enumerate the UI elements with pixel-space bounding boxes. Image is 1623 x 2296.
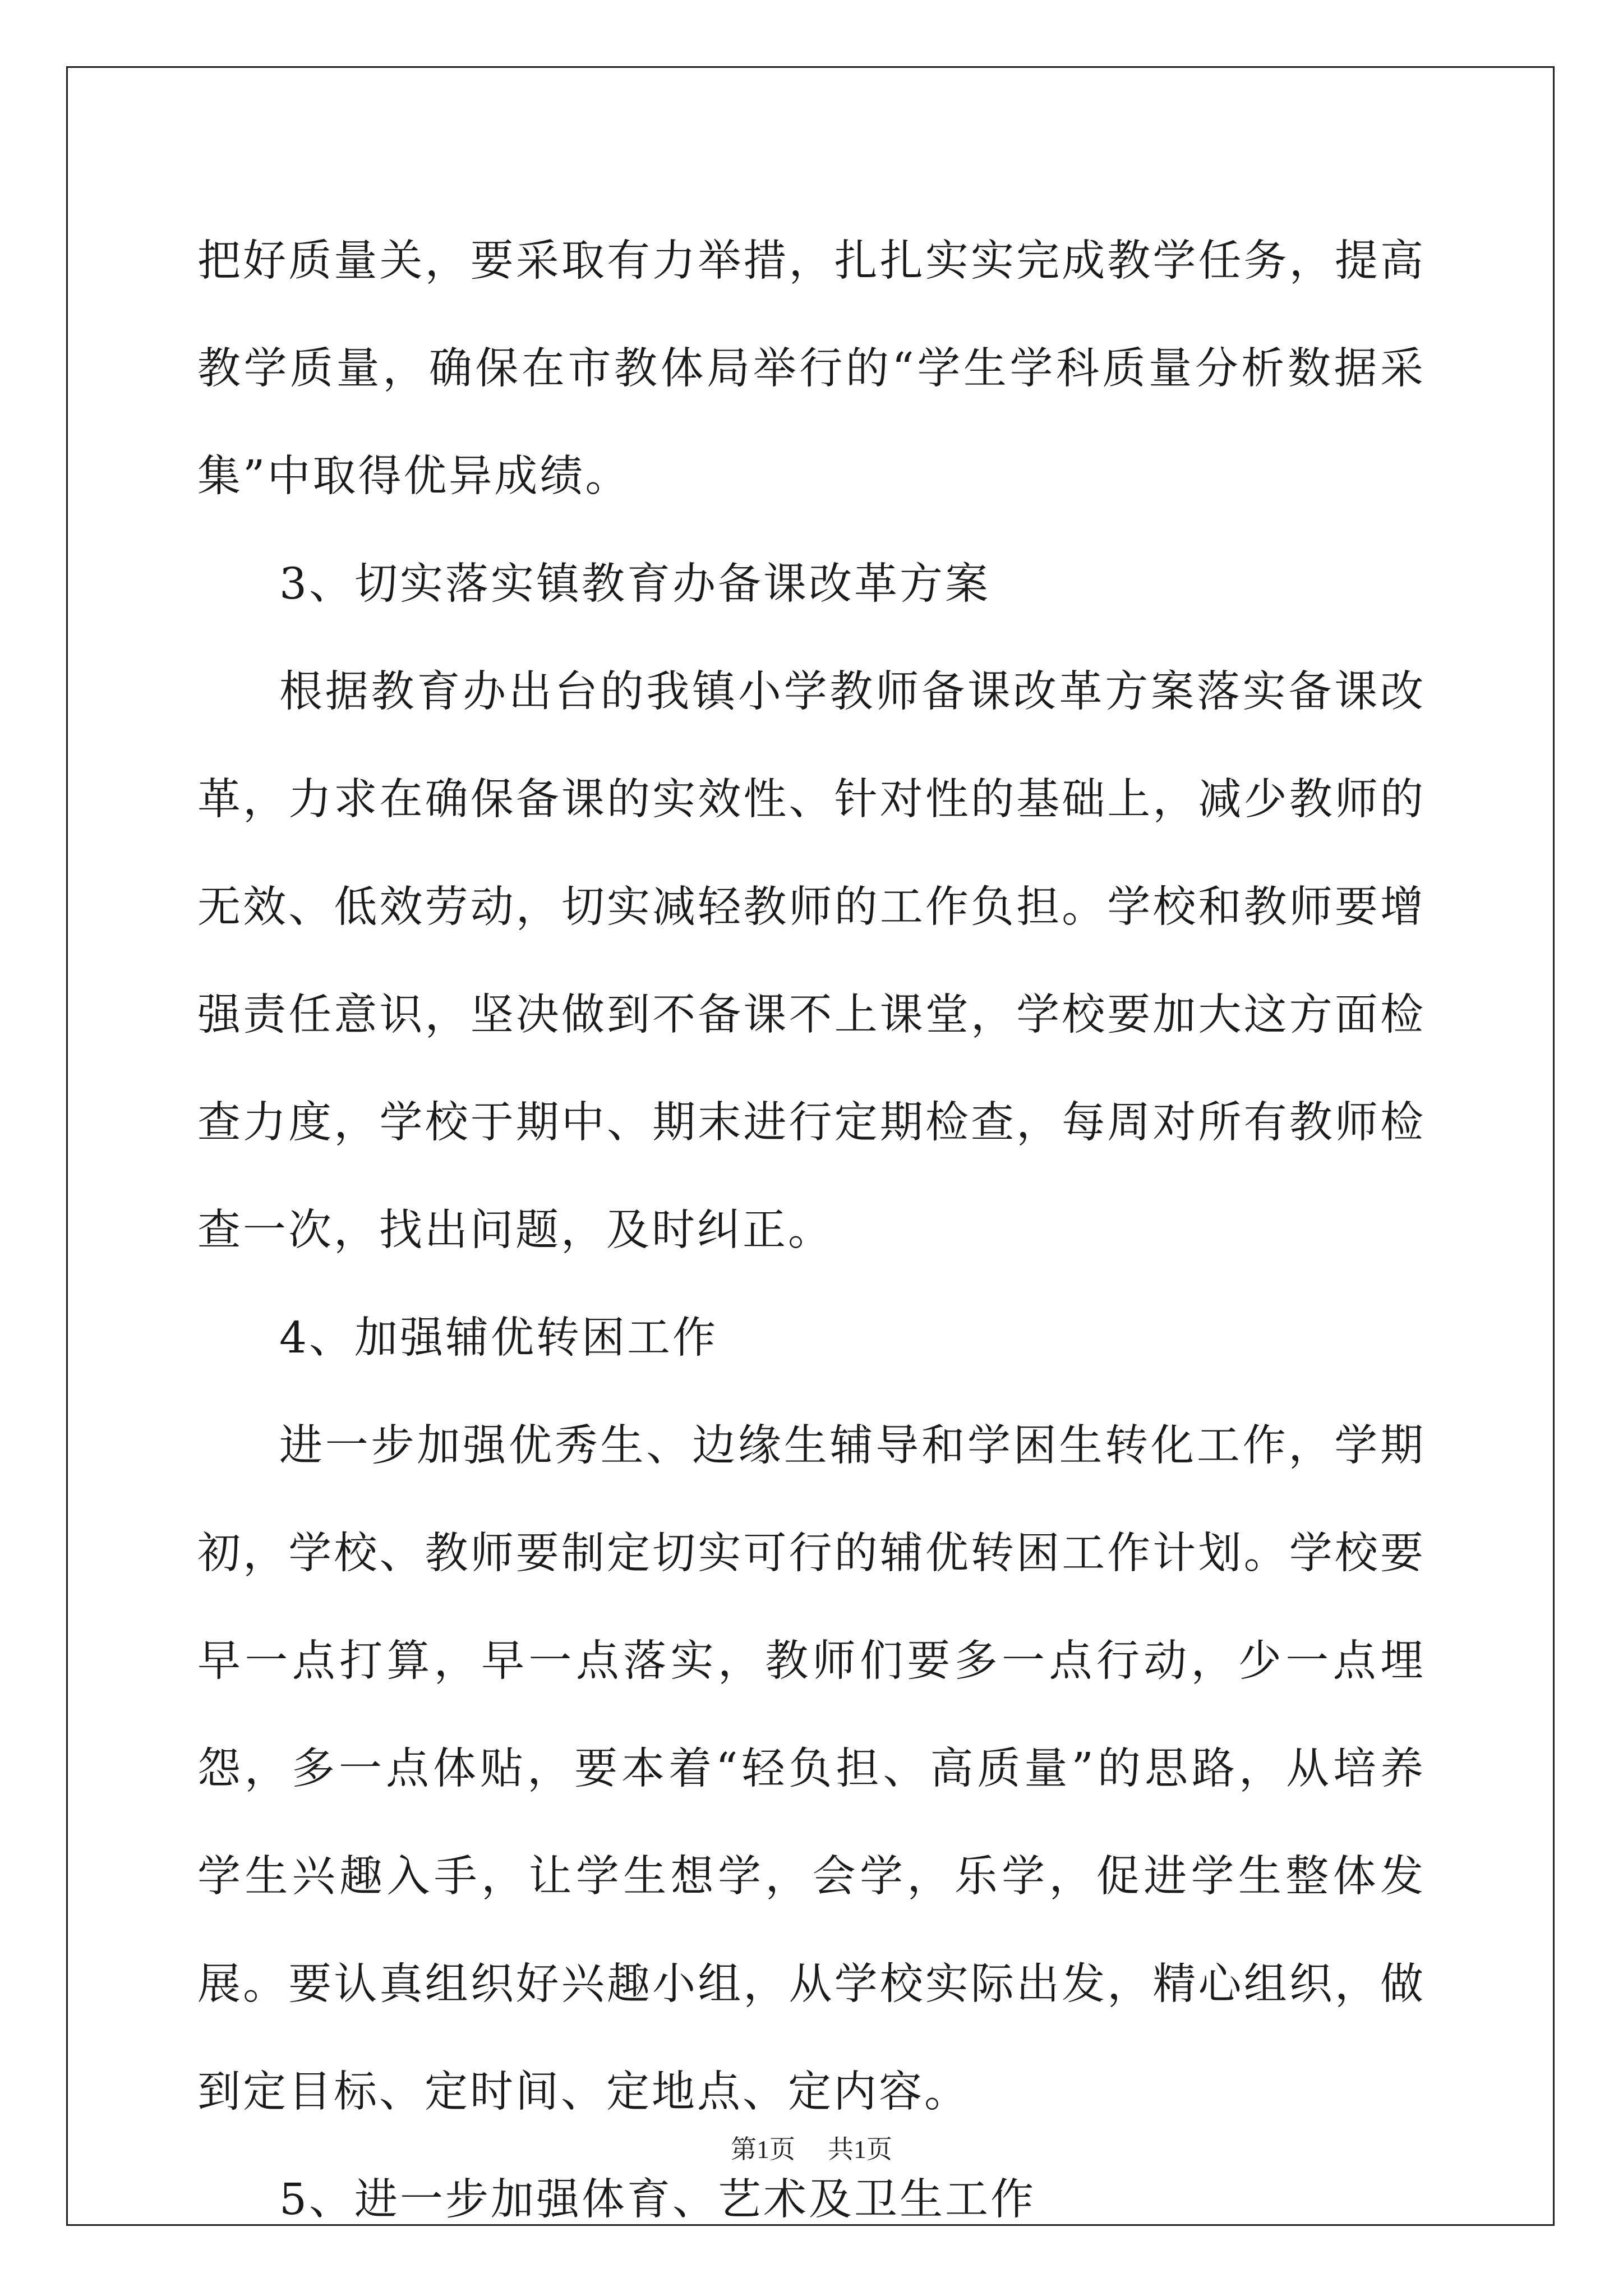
- page-number: 第1页: [731, 2135, 795, 2164]
- section-heading-5: 5、进一步加强体育、艺术及卫生工作: [279, 2175, 1036, 2225]
- section-heading-4: 4、加强辅优转困工作: [279, 1313, 718, 1363]
- page-footer: [0, 2129, 1623, 2166]
- section-heading-3: 3、切实落实镇教育办备课改革方案: [279, 559, 990, 609]
- paragraph-continuation: 把好质量关，要采取有力举措，扎扎实实完成教学任务，提高教学质量，确保在市教体局举行的“学生学科质量分析数据采集”中取得优异成绩。: [197, 236, 1426, 501]
- document-body: [197, 208, 1426, 2254]
- paragraph-tutoring-work: 进一步加强优秀生、边缘生辅导和学困生转化工作，学期初，学校、教师要制定切实可行的辅优转困工作计划。学校要早一点打算，早一点落实，教师们要多一点行动，少一点埋怨，多一点体贴，要本着“轻负担、高质量”的思路，从培养学生兴趣入手，让学生想学，会学，乐学，促进学生整体发展。要认真组织好兴趣小组，从学校实际出发，精心组织，做到定目标、定时间、定地点、定内容。: [197, 1421, 1426, 2117]
- paragraph-lesson-prep-reform: 根据教育办出台的我镇小学教师备课改革方案落实备课改革，力求在确保备课的实效性、针对性的基础上，减少教师的无效、低效劳动，切实减轻教师的工作负担。学校和教师要增强责任意识，坚决做到不备课不上课堂，学校要加大这方面检查力度，学校于期中、期末进行定期检查，每周对所有教师检查一次，找出问题，及时纠正。: [197, 667, 1426, 1255]
- page-total: 共1页: [828, 2135, 892, 2164]
